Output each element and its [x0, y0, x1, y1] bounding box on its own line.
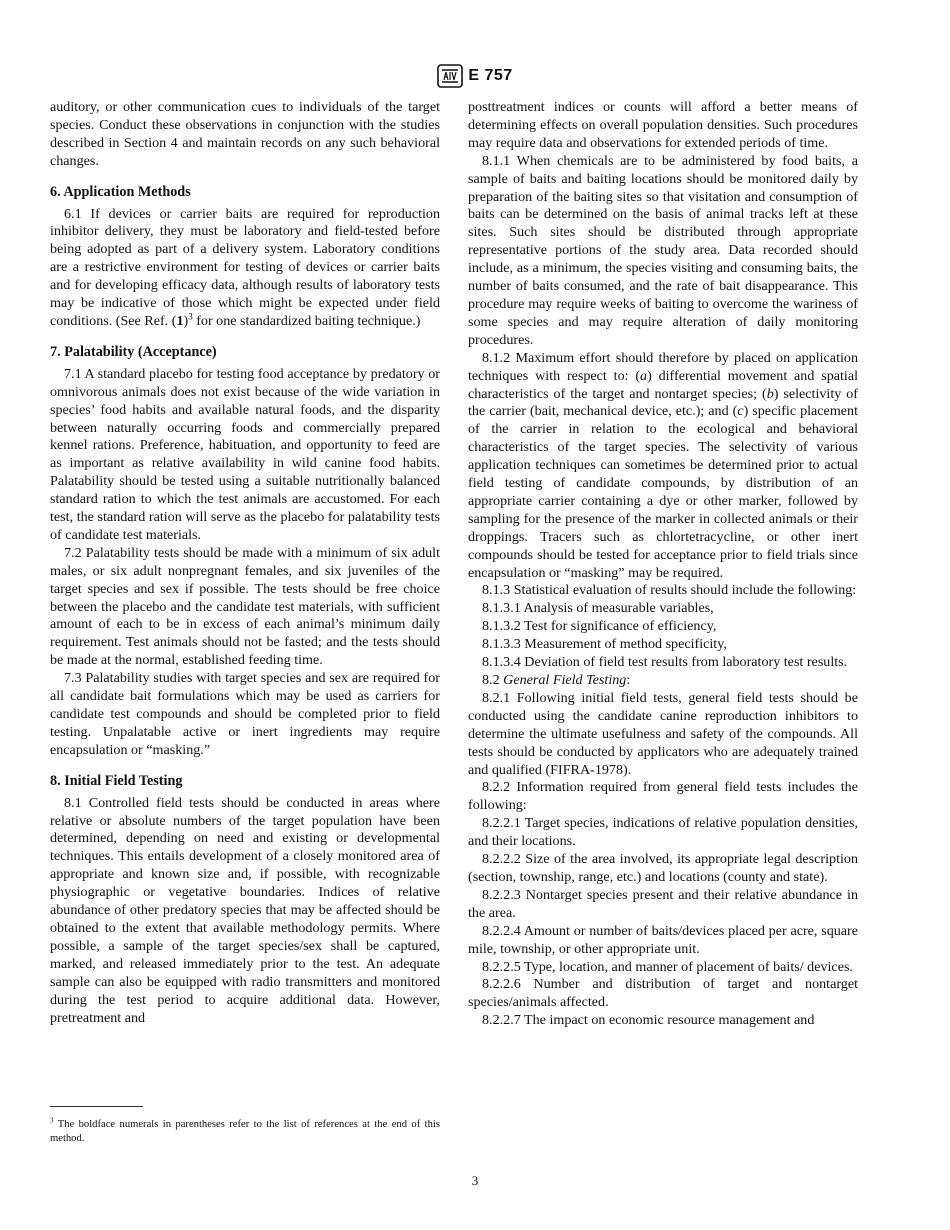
paragraph-8-1-2: 8.1.2 Maximum effort should therefore by placed on application techniques with respect to: (a) differential movement and spatial characteristics of the target and nontarget species; (b) selectivity of the carrier (bait, mechanical device, etc.); and (c) specific placement of the carrier in relation to the ecological and behavioral characteristics of the target species. The selectivity of various application techniques can sometimes be determined prior to actual field testing of candidate compounds, by distribution of an appropriate carrier containing a dye or other marker, followed by sampling for the presence of the marker in collected animals or their droppings. Tracers such as chlortetracycline, or other inert compounds should be tested for acceptance prior to field trials since encapsulation or “masking” may be required.	[468, 349, 858, 581]
reference-number: 1	[176, 312, 184, 329]
paragraph-8-2-2: 8.2.2 Information required from general field tests includes the following:	[468, 779, 858, 814]
continued-paragraph: posttreatment indices or counts will afford a better means of determining effects on overall population densities. Such procedures may require data and observations for extended periods of time.	[468, 99, 858, 151]
section-7-heading: 7. Palatability (Acceptance)	[50, 343, 217, 360]
section-8-heading: 8. Initial Field Testing	[50, 772, 183, 789]
intro-paragraph: auditory, or other communication cues to individuals of the target species. Conduct these observations in conjunction with the studies described in Section 4 and maintain records on any such behavioral changes.	[50, 99, 440, 169]
paragraph-8-2-1: 8.2.1 Following initial field tests, general field tests should be conducted using the candidate canine reproduction inhibitors to determine the ultimate usefulness and safety of the compounds. All tests should be conducted by applicators who are adequately trained and qualified (FIFRA-1978).	[468, 689, 858, 778]
footnote-marker: 3	[188, 311, 193, 322]
paragraph-8-2-2-4: 8.2.2.4 Amount or number of baits/devices placed per acre, square mile, township, or other appropriate unit.	[468, 922, 858, 957]
paragraph-7-2: 7.2 Palatability tests should be made with a minimum of six adult males, or six adult nonpregnant females, and six juveniles of the target species and sex if possible. The tests should be free choice between the placebo and the candidate test materials, with sufficient amount of each to be in excess of each animal’s minimum daily requirement. Test animals should not be fasted; and the tests should be made at the normal, established feeding time.	[50, 544, 440, 669]
paragraph-8-2-2-3: 8.2.2.3 Nontarget species present and their relative abundance in the area.	[468, 886, 858, 921]
footnote-number: 3	[50, 1116, 54, 1125]
paragraph-7-3: 7.3 Palatability studies with target species and sex are required for all candidate bait formulations which may be used as carriers for candidate test compounds and should be completed prior to field testing. Unpalatable active or inert ingredients may require encapsulation or “masking.”	[50, 670, 440, 758]
paragraph-8-2-2-1: 8.2.2.1 Target species, indications of relative population densities, and their locations.	[468, 815, 858, 850]
right-column	[468, 99, 858, 1030]
paragraph-7-1: 7.1 A standard placebo for testing food acceptance by predatory or omnivorous animals does not exist because of the wide variation in species’ food habits and available natural foods, and the disparity between naturally occurring foods and commercially prepared kennel rations. Preference, habituation, and opportunity to feed are as important as relative availability in wild canine food habits. Palatability should be tested using a suitable nutritionally balanced standard ration to which the test animals are accustomed. For each test, the standard ration will serve as the placebo for palatability tests of candidate test materials.	[50, 365, 440, 543]
section-6-heading: 6. Application Methods	[50, 183, 191, 200]
paragraph-8-1-3: 8.1.3 Statistical evaluation of results should include the following:	[482, 582, 857, 599]
paragraph-8-2-2-6: 8.2.2.6 Number and distribution of target and nontarget species/animals affected.	[468, 976, 858, 1011]
paragraph-8-1-3-4: 8.1.3.4 Deviation of field test results from laboratory test results.	[482, 654, 848, 671]
left-column	[50, 99, 440, 1027]
footnote: $^3$ The boldface numerals in parentheses refer to the list of references at the end of this method.	[50, 1116, 440, 1144]
paragraph-6-1: 6.1 If devices or carrier baits are required for reproduction inhibitor delivery, they must be laboratory and field-tested before being adopted as part of a delivery system. Laboratory conditions are a restrictive environment for testing of devices or carrier baits and for developing efficacy data, although results of laboratory tests may be indicative of those which might be expected under field conditions. (See Ref. $(1)^3$ for one standardized baiting technique.)	[50, 205, 440, 329]
paragraph-8-2: 8.2 General Field Testing:	[482, 672, 631, 688]
subsection-title: General Field Testing	[503, 672, 627, 688]
paragraph-8-1-3-1: 8.1.3.1 Analysis of measurable variables,	[482, 600, 714, 617]
paragraph-8-1: 8.1 Controlled field tests should be conducted in areas where relative or absolute numbers of the target population have been determined, depending on need and existing or developmental techniques. This entails development of a closely monitored area of appropriate and known size and, if possible, with recognizable physiographic or vegetative boundaries. Indices of relative abundance of other predatory species that may be affected should be obtained to the extent that available methodology permits. Where possible, a sample of the target species/sex shall be captured, marked, and released immediately prior to the test. An adequate sample can also be equipped with radio transmitters and monitored during the test period to acquire additional data. However, pretreatment and	[50, 794, 440, 1026]
paragraph-8-2-2-7: 8.2.2.7 The impact on economic resource management and	[482, 1012, 815, 1029]
paragraph-8-2-2-5: 8.2.2.5 Type, location, and manner of placement of baits/ devices.	[482, 958, 853, 975]
astm-logo-icon	[437, 64, 463, 88]
paragraph-8-2-2-2: 8.2.2.2 Size of the area involved, its appropriate legal description (section, township, range, etc.) and locations (county and state).	[468, 851, 858, 885]
paragraph-8-1-3-3: 8.1.3.3 Measurement of method specificity,	[482, 636, 727, 653]
paragraph-8-1-1: 8.1.1 When chemicals are to be administered by food baits, a sample of baits and baiting locations should be monitored daily by preparation of the baiting sites so that visitation and consumption of baits can be determined on the basis of animal tracks left at these sites. Such sites should be distributed through appropriate representative portions of the study area. Data recorded should include, as a minimum, the species visiting and consuming baits, the number of baits consumed, and the rate of bait disappearance. This procedure may require weeks of baiting to overcome the wariness of some species and may require alteration of daily monitoring procedures.	[468, 152, 858, 348]
footnote-divider	[50, 1106, 143, 1107]
standard-designation: E 757	[468, 67, 513, 84]
page-number: 3	[471, 1173, 479, 1188]
paragraph-8-1-3-2: 8.1.3.2 Test for significance of efficiency,	[482, 618, 717, 635]
page-header	[0, 64, 950, 88]
